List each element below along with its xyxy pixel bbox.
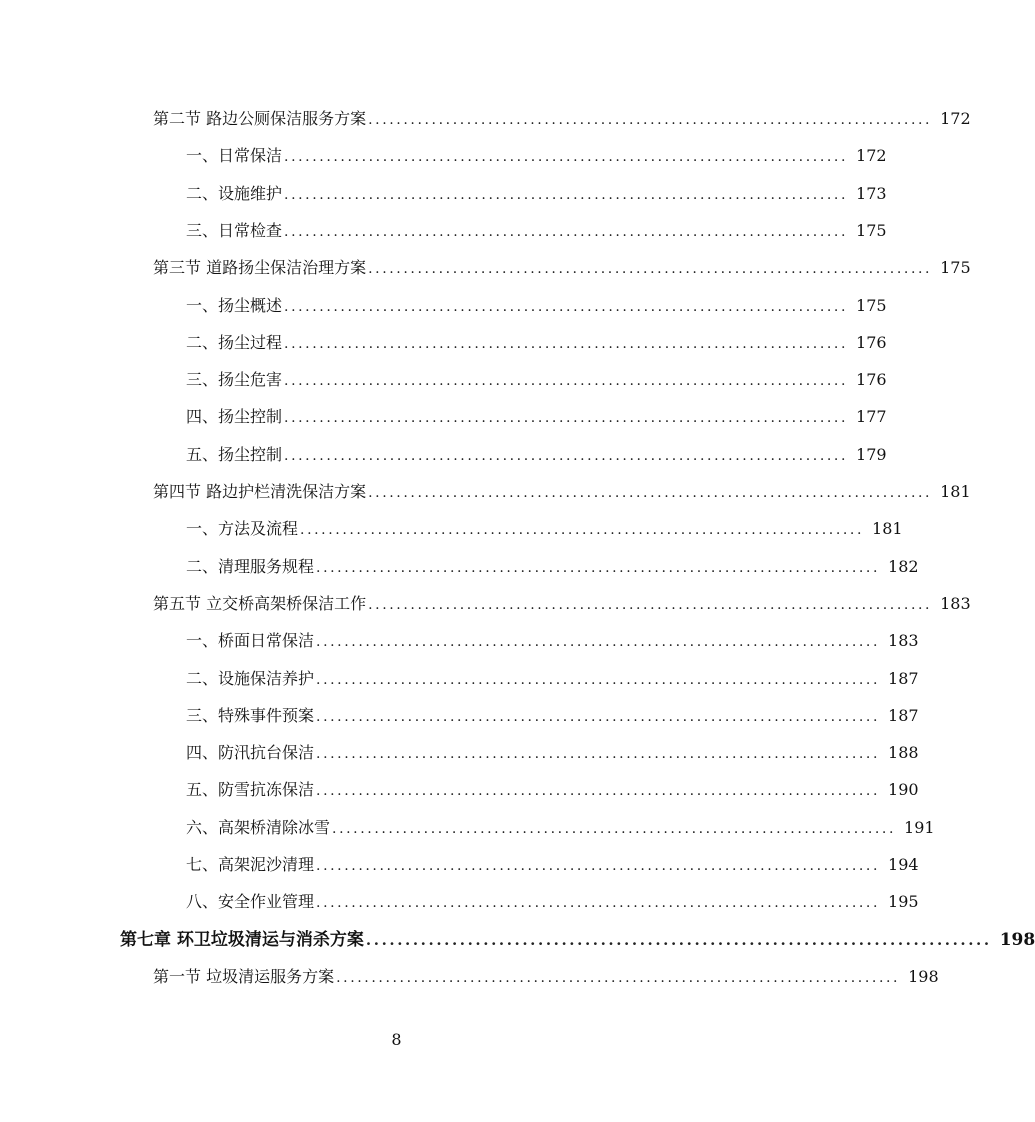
- toc-entry-label: 四、防汛抗台保洁: [186, 743, 315, 763]
- toc-entry[interactable]: [186, 440, 887, 470]
- toc-entry-label: 八、安全作业管理: [186, 892, 315, 912]
- toc-entry-page: 182: [888, 556, 919, 576]
- toc-entry[interactable]: [186, 328, 887, 358]
- toc-entry[interactable]: [186, 775, 919, 805]
- toc-entry-label: 第七章 环卫垃圾清运与消杀方案: [120, 929, 364, 950]
- toc-leader-dots: ................................................................................: [336, 969, 901, 986]
- toc-entry[interactable]: [186, 552, 919, 582]
- toc-entry-page: 177: [856, 407, 887, 427]
- toc-leader-dots: ................................................................................: [316, 783, 881, 800]
- toc-entry-page: 187: [888, 705, 919, 725]
- toc-entry[interactable]: [186, 514, 903, 544]
- toc-entry-page: 198: [999, 929, 1035, 950]
- toc-entry[interactable]: [153, 104, 971, 134]
- toc-entry-page: 175: [940, 258, 971, 278]
- toc-entry-page: 175: [856, 295, 887, 315]
- toc-entry-page: 190: [888, 780, 919, 800]
- toc-entry-page: 176: [856, 332, 887, 352]
- toc-entry[interactable]: [186, 179, 887, 209]
- toc-entry-label: 六、高架桥清除冰雪: [186, 817, 331, 837]
- toc-entry[interactable]: [153, 962, 939, 992]
- toc-entry-page: 175: [856, 220, 887, 240]
- toc-entry-label: 一、日常保洁: [186, 146, 283, 166]
- toc-leader-dots: ................................................................................: [316, 746, 881, 763]
- toc-entry-label: 第三节 道路扬尘保洁治理方案: [153, 258, 367, 278]
- toc-entry-page: 183: [888, 631, 919, 651]
- toc-entry[interactable]: [186, 738, 919, 768]
- toc-entry-page: 172: [856, 146, 887, 166]
- toc-entry-label: 五、防雪抗冻保洁: [186, 780, 315, 800]
- toc-entry-page: 195: [888, 892, 919, 912]
- toc-leader-dots: ................................................................................: [316, 559, 881, 576]
- toc-entry-label: 三、特殊事件预案: [186, 705, 315, 725]
- toc-entry-label: 一、扬尘概述: [186, 295, 283, 315]
- toc-entry-page: 187: [888, 668, 919, 688]
- toc-leader-dots: ................................................................................: [284, 149, 849, 166]
- toc-leader-dots: ................................................................................: [284, 335, 849, 352]
- toc-leader-dots: ................................................................................: [284, 410, 849, 427]
- toc-entry-page: 176: [856, 370, 887, 390]
- toc-entry-page: 188: [888, 743, 919, 763]
- toc-leader-dots: ................................................................................: [368, 261, 933, 278]
- toc-entry-page: 179: [856, 444, 887, 464]
- toc-leader-dots: ................................................................................: [365, 930, 992, 949]
- toc-entry-label: 第一节 垃圾清运服务方案: [153, 966, 335, 986]
- toc-entry-label: 第五节 立交桥高架桥保洁工作: [153, 593, 367, 613]
- toc-leader-dots: ................................................................................: [368, 596, 933, 613]
- toc-leader-dots: ................................................................................: [316, 708, 881, 725]
- toc-entry[interactable]: [186, 365, 887, 395]
- toc-entry-label: 四、扬尘控制: [186, 407, 283, 427]
- toc-entry[interactable]: [186, 626, 919, 656]
- toc-entry-label: 一、桥面日常保洁: [186, 631, 315, 651]
- toc-entry-label: 二、设施维护: [186, 183, 283, 203]
- toc-entry[interactable]: [120, 925, 1035, 955]
- toc-entry-page: 183: [940, 593, 971, 613]
- toc-entry-label: 第四节 路边护栏清洗保洁方案: [153, 482, 367, 501]
- toc-entry-label: 二、设施保洁养护: [186, 668, 315, 688]
- toc-leader-dots: ................................................................................: [332, 820, 897, 837]
- page-number: 8: [391, 1030, 402, 1049]
- toc-leader-dots: ................................................................................: [316, 895, 881, 912]
- toc-leader-dots: ................................................................................: [284, 298, 849, 315]
- toc-entry[interactable]: [186, 216, 887, 246]
- toc-entry-label: 二、清理服务规程: [186, 556, 315, 576]
- toc-leader-dots: ................................................................................: [368, 485, 933, 501]
- toc-entry[interactable]: [153, 477, 971, 507]
- toc-entry-label: 第二节 路边公厕保洁服务方案: [153, 109, 367, 128]
- toc-entry-label: 三、扬尘危害: [186, 370, 283, 390]
- toc-entry-page: 198: [908, 966, 939, 986]
- toc-entry[interactable]: [186, 813, 935, 843]
- toc-leader-dots: ................................................................................: [284, 186, 849, 203]
- toc-leader-dots: ................................................................................: [316, 671, 881, 688]
- toc-leader-dots: ................................................................................: [316, 858, 881, 874]
- toc-entry-label: 五、扬尘控制: [186, 444, 283, 464]
- toc-entry-label: 二、扬尘过程: [186, 332, 283, 352]
- toc-entry[interactable]: [186, 664, 919, 694]
- toc-leader-dots: ................................................................................: [284, 373, 849, 390]
- toc-entry[interactable]: [186, 887, 919, 917]
- toc-entry[interactable]: [186, 850, 919, 880]
- toc-leader-dots: ................................................................................: [284, 223, 849, 240]
- toc-entry-page: 173: [856, 183, 887, 203]
- toc-entry[interactable]: [186, 291, 887, 321]
- toc-leader-dots: ................................................................................: [316, 634, 881, 651]
- toc-entry[interactable]: [186, 402, 887, 432]
- toc-entry[interactable]: [186, 141, 887, 171]
- toc-entry[interactable]: [186, 701, 919, 731]
- toc-entry-label: 七、高架泥沙清理: [186, 855, 315, 874]
- toc-leader-dots: ................................................................................: [284, 447, 849, 464]
- toc-leader-dots: ................................................................................: [368, 112, 933, 128]
- toc-entry[interactable]: [153, 589, 971, 619]
- toc-entry-page: 194: [888, 855, 919, 874]
- toc-entry-page: 181: [872, 519, 903, 539]
- toc-entry-page: 181: [940, 482, 971, 501]
- toc-entry-label: 三、日常检查: [186, 220, 283, 240]
- toc-entry[interactable]: [153, 253, 971, 283]
- toc-entry-page: 172: [940, 109, 971, 128]
- toc-leader-dots: ................................................................................: [300, 522, 865, 539]
- toc-entry-page: 191: [904, 817, 935, 837]
- toc-entry-label: 一、方法及流程: [186, 519, 299, 539]
